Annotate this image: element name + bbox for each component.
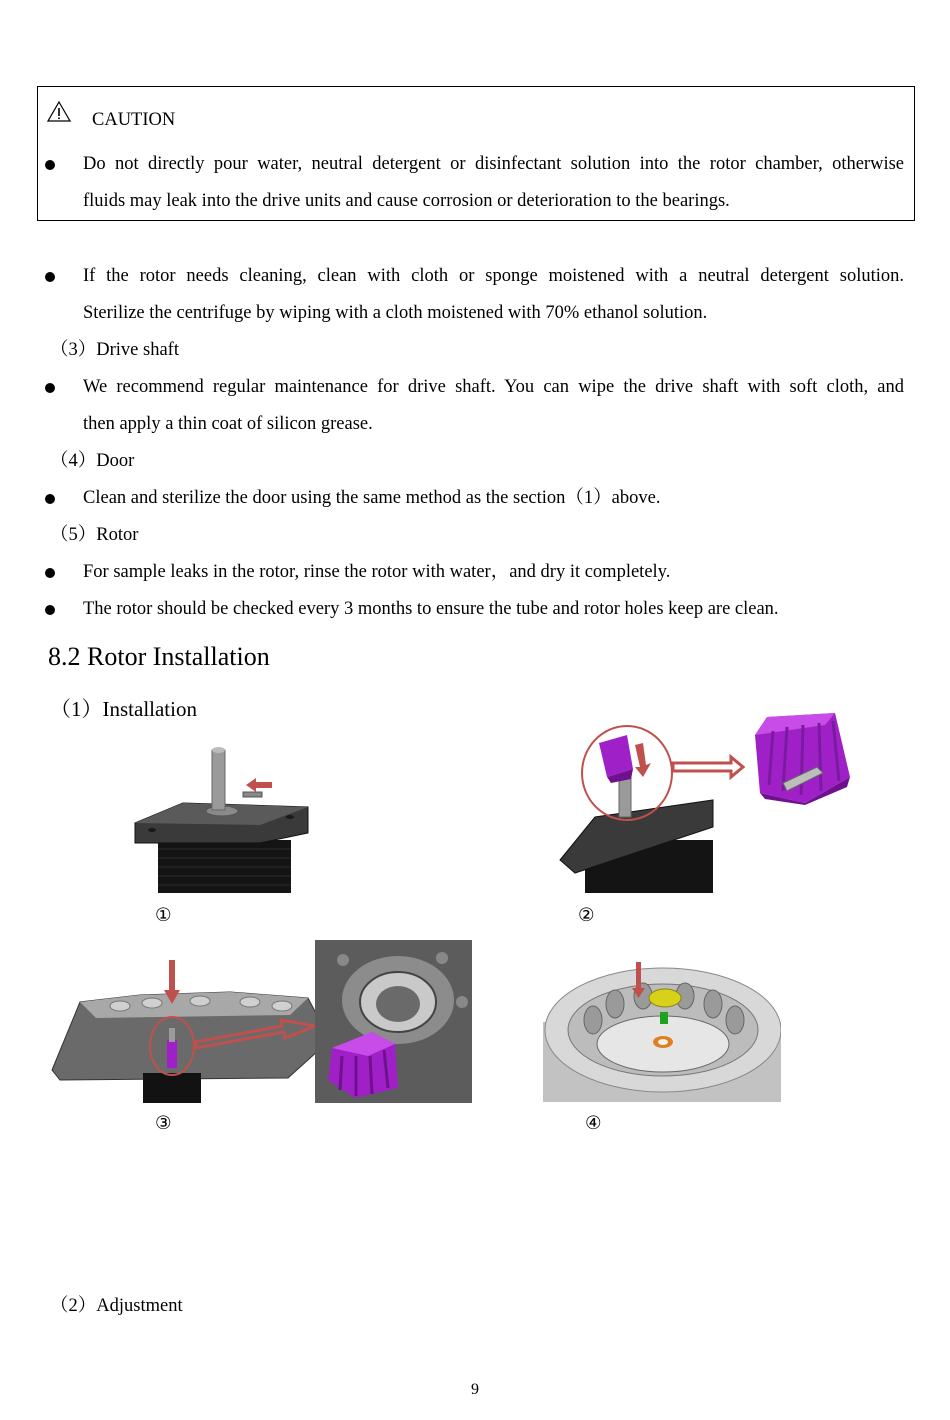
- figure-4-rotor-cap: [543, 960, 781, 1102]
- section-title: 8.2 Rotor Installation: [48, 642, 270, 671]
- figure-3-label: ③: [155, 1114, 172, 1134]
- figure-1-motor-shaft: [130, 745, 315, 893]
- installation-heading: （1）Installation: [50, 697, 197, 721]
- figure-4-label: ④: [585, 1114, 602, 1134]
- bullet: [45, 605, 55, 615]
- clean-line2: Sterilize the centrifuge by wiping with a cloth moistened with 70% ethanol solution.: [83, 303, 708, 323]
- bullet: [45, 160, 55, 170]
- figure-2-label: ②: [578, 906, 595, 926]
- caution-text-line1: Do not directly pour water, neutral detergent or disinfectant solution into the rotor chamber, otherwise: [83, 154, 904, 174]
- caution-text-line2: fluids may leak into the drive units and cause corrosion or deterioration to the bearings.: [83, 191, 730, 211]
- heading-door: （4）Door: [50, 451, 135, 471]
- drive-line2: then apply a thin coat of silicon grease.: [83, 414, 373, 434]
- door-line: Clean and sterilize the door using the same method as the section（1）above.: [83, 488, 661, 508]
- figure-1-label: ①: [155, 906, 172, 926]
- heading-rotor: （5）Rotor: [50, 525, 139, 545]
- bullet: [45, 568, 55, 578]
- adjustment-heading: （2）Adjustment: [50, 1296, 183, 1316]
- heading-drive-shaft: （3）Drive shaft: [50, 340, 179, 360]
- page-number: 9: [471, 1381, 479, 1398]
- bullet: [45, 494, 55, 504]
- drive-line1: We recommend regular maintenance for drive shaft. You can wipe the drive shaft with soft cloth, and: [83, 377, 904, 397]
- figure-3-rotor-install: [50, 940, 472, 1103]
- rotor-line2: The rotor should be checked every 3 months to ensure the tube and rotor holes keep are clean.: [83, 599, 779, 619]
- clean-line1: If the rotor needs cleaning, clean with cloth or sponge moistened with a neutral detergent solution.: [83, 266, 904, 286]
- caution-title: CAUTION: [92, 110, 176, 130]
- rotor-line1: For sample leaks in the rotor, rinse the rotor with water，and dry it completely.: [83, 562, 671, 582]
- warning-icon: [47, 100, 71, 122]
- figure-2-nut-on-shaft: [555, 705, 865, 893]
- bullet: [45, 383, 55, 393]
- bullet: [45, 272, 55, 282]
